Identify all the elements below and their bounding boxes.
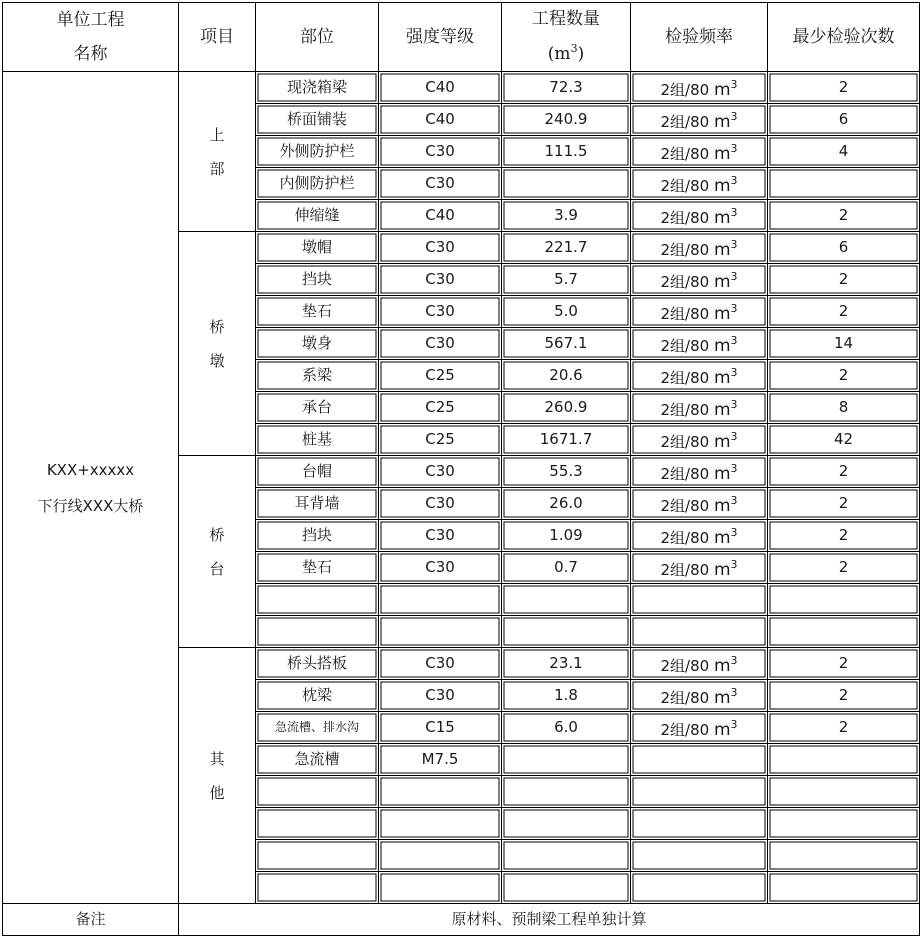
freq-prefix: 2组/80 bbox=[660, 689, 714, 708]
count-cell: 2 bbox=[768, 552, 920, 584]
group-label bbox=[179, 648, 256, 904]
empty-cell bbox=[379, 808, 502, 840]
unit-name-cell bbox=[3, 72, 179, 904]
qty-cell: 1671.7 bbox=[502, 424, 631, 456]
group-label bbox=[179, 72, 256, 232]
empty-cell bbox=[502, 872, 631, 904]
part-cell: 外侧防护栏 bbox=[256, 136, 379, 168]
grade-cell: M7.5 bbox=[379, 744, 502, 776]
part-cell: 枕梁 bbox=[256, 680, 379, 712]
freq-cell bbox=[631, 712, 768, 744]
empty-cell bbox=[502, 584, 631, 616]
grade-cell: C30 bbox=[379, 488, 502, 520]
freq-cell bbox=[631, 392, 768, 424]
count-cell: 6 bbox=[768, 232, 920, 264]
empty-cell bbox=[256, 616, 379, 648]
part-cell: 垫石 bbox=[256, 552, 379, 584]
header-qty-unit-close: ) bbox=[577, 44, 585, 64]
group-label bbox=[179, 232, 256, 456]
count-cell: 6 bbox=[768, 104, 920, 136]
count-cell: 2 bbox=[768, 360, 920, 392]
empty-cell bbox=[256, 808, 379, 840]
count-cell: 2 bbox=[768, 488, 920, 520]
count-cell: 2 bbox=[768, 264, 920, 296]
inspection-table bbox=[2, 2, 920, 936]
freq-unit: m bbox=[713, 528, 731, 549]
freq-unit-sup: 3 bbox=[730, 270, 738, 284]
freq-prefix: 2组/80 bbox=[660, 337, 714, 356]
freq-cell bbox=[631, 264, 768, 296]
freq-unit: m bbox=[713, 176, 731, 197]
freq-prefix: 2组/80 bbox=[660, 369, 714, 388]
freq-value bbox=[660, 718, 738, 741]
freq-value bbox=[660, 110, 738, 133]
freq-cell bbox=[631, 552, 768, 584]
empty-cell bbox=[631, 840, 768, 872]
freq-value bbox=[660, 398, 738, 421]
header-min-count: 最少检验次数 bbox=[768, 3, 920, 72]
part-cell: 台帽 bbox=[256, 456, 379, 488]
freq-unit: m bbox=[713, 272, 731, 293]
freq-value bbox=[660, 558, 738, 581]
group-label bbox=[179, 456, 256, 648]
count-cell: 2 bbox=[768, 200, 920, 232]
freq-prefix: 2组/80 bbox=[660, 81, 714, 100]
freq-unit-sup: 3 bbox=[730, 302, 738, 316]
table-row bbox=[3, 72, 920, 104]
empty-cell bbox=[768, 808, 920, 840]
freq-unit: m bbox=[713, 304, 731, 325]
freq-value bbox=[660, 462, 738, 485]
grade-cell: C30 bbox=[379, 296, 502, 328]
part-cell: 桩基 bbox=[256, 424, 379, 456]
qty-cell: 260.9 bbox=[502, 392, 631, 424]
grade-cell: C40 bbox=[379, 104, 502, 136]
remark-text: 原材料、预制梁工程单独计算 bbox=[179, 904, 920, 936]
grade-cell: C30 bbox=[379, 456, 502, 488]
part-cell: 桥头搭板 bbox=[256, 648, 379, 680]
empty-cell bbox=[379, 872, 502, 904]
count-cell: 2 bbox=[768, 712, 920, 744]
empty-cell bbox=[768, 872, 920, 904]
freq-unit-sup: 3 bbox=[730, 430, 738, 444]
header-part: 部位 bbox=[256, 3, 379, 72]
empty-cell bbox=[502, 808, 631, 840]
freq-value bbox=[660, 142, 738, 165]
freq-cell bbox=[631, 360, 768, 392]
part-cell: 墩身 bbox=[256, 328, 379, 360]
empty-cell bbox=[379, 840, 502, 872]
remark-row bbox=[3, 904, 920, 936]
header-item: 项目 bbox=[179, 3, 256, 72]
qty-cell: 0.7 bbox=[502, 552, 631, 584]
group-label-char: 部 bbox=[209, 159, 225, 178]
qty-cell: 3.9 bbox=[502, 200, 631, 232]
header-qty-unit bbox=[502, 43, 630, 64]
freq-cell bbox=[631, 456, 768, 488]
header-qty bbox=[502, 3, 631, 72]
qty-cell: 5.7 bbox=[502, 264, 631, 296]
count-cell: 2 bbox=[768, 648, 920, 680]
freq-cell bbox=[631, 424, 768, 456]
header-unit-line2: 名称 bbox=[73, 44, 108, 64]
freq-prefix: 2组/80 bbox=[660, 657, 714, 676]
header-grade: 强度等级 bbox=[379, 3, 502, 72]
part-cell: 挡块 bbox=[256, 264, 379, 296]
qty-cell: 23.1 bbox=[502, 648, 631, 680]
qty-cell: 20.6 bbox=[502, 360, 631, 392]
freq-cell bbox=[631, 200, 768, 232]
grade-cell: C25 bbox=[379, 392, 502, 424]
freq-value bbox=[660, 302, 738, 325]
part-cell: 耳背墙 bbox=[256, 488, 379, 520]
freq-unit: m bbox=[713, 240, 731, 261]
freq-prefix: 2组/80 bbox=[660, 113, 714, 132]
freq-cell bbox=[631, 328, 768, 360]
freq-unit-sup: 3 bbox=[730, 654, 738, 668]
group-label-char: 桥 bbox=[209, 317, 225, 336]
group-label-char: 桥 bbox=[209, 525, 225, 544]
freq-prefix: 2组/80 bbox=[660, 721, 714, 740]
freq-unit: m bbox=[713, 496, 731, 517]
group-label-char: 其 bbox=[209, 749, 225, 768]
qty-cell bbox=[502, 744, 631, 776]
freq-value bbox=[660, 174, 738, 197]
grade-cell: C30 bbox=[379, 136, 502, 168]
grade-cell: C30 bbox=[379, 680, 502, 712]
freq-unit-sup: 3 bbox=[730, 558, 738, 572]
header-row bbox=[3, 3, 920, 72]
freq-value bbox=[660, 238, 738, 261]
freq-cell bbox=[631, 488, 768, 520]
freq-prefix: 2组/80 bbox=[660, 209, 714, 228]
group-label-char: 上 bbox=[209, 125, 225, 144]
grade-cell: C30 bbox=[379, 264, 502, 296]
freq-value bbox=[660, 270, 738, 293]
qty-cell: 1.09 bbox=[502, 520, 631, 552]
qty-cell: 72.3 bbox=[502, 72, 631, 104]
part-cell: 急流槽 bbox=[256, 744, 379, 776]
qty-cell: 1.8 bbox=[502, 680, 631, 712]
unit-name-line1: KXX+xxxxx bbox=[46, 460, 135, 479]
qty-cell: 221.7 bbox=[502, 232, 631, 264]
freq-prefix: 2组/80 bbox=[660, 177, 714, 196]
header-qty-unit-base: (m bbox=[547, 44, 571, 64]
freq-prefix: 2组/80 bbox=[660, 561, 714, 580]
empty-cell bbox=[631, 808, 768, 840]
part-cell: 急流槽、排水沟 bbox=[256, 712, 379, 744]
freq-cell bbox=[631, 680, 768, 712]
freq-cell bbox=[631, 232, 768, 264]
empty-cell bbox=[768, 616, 920, 648]
freq-unit-sup: 3 bbox=[730, 206, 738, 220]
header-unit-line1: 单位工程 bbox=[56, 10, 125, 30]
count-cell bbox=[768, 744, 920, 776]
freq-unit: m bbox=[713, 720, 731, 741]
freq-value bbox=[660, 430, 738, 453]
freq-prefix: 2组/80 bbox=[660, 305, 714, 324]
grade-cell: C30 bbox=[379, 232, 502, 264]
part-cell: 桥面铺装 bbox=[256, 104, 379, 136]
freq-unit: m bbox=[713, 560, 731, 581]
header-qty-unit-sup: 3 bbox=[570, 42, 578, 55]
part-cell: 现浇箱梁 bbox=[256, 72, 379, 104]
count-cell: 2 bbox=[768, 680, 920, 712]
grade-cell: C30 bbox=[379, 168, 502, 200]
count-cell: 14 bbox=[768, 328, 920, 360]
freq-cell bbox=[631, 744, 768, 776]
empty-cell bbox=[631, 584, 768, 616]
freq-unit-sup: 3 bbox=[730, 494, 738, 508]
grade-cell: C30 bbox=[379, 328, 502, 360]
freq-prefix: 2组/80 bbox=[660, 241, 714, 260]
freq-cell bbox=[631, 648, 768, 680]
freq-cell bbox=[631, 168, 768, 200]
freq-unit-sup: 3 bbox=[730, 526, 738, 540]
empty-cell bbox=[256, 840, 379, 872]
count-cell: 2 bbox=[768, 72, 920, 104]
freq-value bbox=[660, 366, 738, 389]
group-label-char: 台 bbox=[209, 559, 225, 578]
part-cell: 系梁 bbox=[256, 360, 379, 392]
freq-cell bbox=[631, 104, 768, 136]
freq-unit-sup: 3 bbox=[730, 238, 738, 252]
freq-cell bbox=[631, 136, 768, 168]
empty-cell bbox=[631, 776, 768, 808]
grade-cell: C15 bbox=[379, 712, 502, 744]
qty-cell: 55.3 bbox=[502, 456, 631, 488]
qty-cell: 111.5 bbox=[502, 136, 631, 168]
part-cell: 垫石 bbox=[256, 296, 379, 328]
freq-unit-sup: 3 bbox=[730, 142, 738, 156]
freq-unit: m bbox=[713, 688, 731, 709]
freq-prefix: 2组/80 bbox=[660, 497, 714, 516]
qty-cell: 567.1 bbox=[502, 328, 631, 360]
part-cell: 伸缩缝 bbox=[256, 200, 379, 232]
freq-value bbox=[660, 526, 738, 549]
qty-cell: 5.0 bbox=[502, 296, 631, 328]
part-cell: 内侧防护栏 bbox=[256, 168, 379, 200]
freq-prefix: 2组/80 bbox=[660, 465, 714, 484]
freq-unit: m bbox=[713, 112, 731, 133]
header-freq: 检验频率 bbox=[631, 3, 768, 72]
qty-cell: 26.0 bbox=[502, 488, 631, 520]
freq-cell bbox=[631, 72, 768, 104]
empty-cell bbox=[768, 584, 920, 616]
group-label-char: 墩 bbox=[209, 351, 225, 370]
header-unit-name bbox=[3, 3, 179, 72]
freq-prefix: 2组/80 bbox=[660, 529, 714, 548]
part-cell: 承台 bbox=[256, 392, 379, 424]
freq-value bbox=[660, 654, 738, 677]
empty-cell bbox=[502, 616, 631, 648]
empty-cell bbox=[379, 616, 502, 648]
header-qty-line1: 工程数量 bbox=[532, 9, 600, 30]
freq-unit-sup: 3 bbox=[730, 334, 738, 348]
table-body bbox=[3, 72, 920, 904]
count-cell: 2 bbox=[768, 520, 920, 552]
freq-unit: m bbox=[713, 80, 731, 101]
grade-cell: C40 bbox=[379, 72, 502, 104]
freq-unit: m bbox=[713, 432, 731, 453]
freq-unit-sup: 3 bbox=[730, 686, 738, 700]
freq-unit: m bbox=[713, 368, 731, 389]
freq-unit: m bbox=[713, 208, 731, 229]
empty-cell bbox=[256, 776, 379, 808]
count-cell: 2 bbox=[768, 296, 920, 328]
empty-cell bbox=[256, 584, 379, 616]
remark-label: 备注 bbox=[3, 904, 179, 936]
freq-unit: m bbox=[713, 336, 731, 357]
group-label-char: 他 bbox=[209, 783, 225, 802]
unit-name-line2: 下行线XXX大桥 bbox=[37, 496, 144, 515]
freq-unit-sup: 3 bbox=[730, 78, 738, 92]
freq-value bbox=[660, 206, 738, 229]
freq-prefix: 2组/80 bbox=[660, 433, 714, 452]
empty-cell bbox=[768, 776, 920, 808]
grade-cell: C30 bbox=[379, 648, 502, 680]
freq-cell bbox=[631, 296, 768, 328]
freq-cell bbox=[631, 520, 768, 552]
qty-cell: 6.0 bbox=[502, 712, 631, 744]
freq-prefix: 2组/80 bbox=[660, 273, 714, 292]
count-cell bbox=[768, 168, 920, 200]
freq-unit-sup: 3 bbox=[730, 718, 738, 732]
freq-unit-sup: 3 bbox=[730, 462, 738, 476]
qty-cell: 240.9 bbox=[502, 104, 631, 136]
grade-cell: C25 bbox=[379, 360, 502, 392]
freq-unit-sup: 3 bbox=[730, 110, 738, 124]
count-cell: 2 bbox=[768, 456, 920, 488]
freq-value bbox=[660, 334, 738, 357]
part-cell: 挡块 bbox=[256, 520, 379, 552]
freq-prefix: 2组/80 bbox=[660, 145, 714, 164]
grade-cell: C40 bbox=[379, 200, 502, 232]
freq-unit-sup: 3 bbox=[730, 174, 738, 188]
count-cell: 42 bbox=[768, 424, 920, 456]
empty-cell bbox=[256, 872, 379, 904]
freq-value bbox=[660, 686, 738, 709]
qty-cell bbox=[502, 168, 631, 200]
empty-cell bbox=[631, 616, 768, 648]
count-cell: 8 bbox=[768, 392, 920, 424]
empty-cell bbox=[379, 776, 502, 808]
count-cell: 4 bbox=[768, 136, 920, 168]
freq-unit-sup: 3 bbox=[730, 398, 738, 412]
freq-prefix: 2组/80 bbox=[660, 401, 714, 420]
grade-cell: C25 bbox=[379, 424, 502, 456]
grade-cell: C30 bbox=[379, 520, 502, 552]
empty-cell bbox=[768, 840, 920, 872]
freq-unit: m bbox=[713, 656, 731, 677]
grade-cell: C30 bbox=[379, 552, 502, 584]
freq-unit: m bbox=[713, 464, 731, 485]
freq-unit-sup: 3 bbox=[730, 366, 738, 380]
part-cell: 墩帽 bbox=[256, 232, 379, 264]
empty-cell bbox=[379, 584, 502, 616]
empty-cell bbox=[502, 840, 631, 872]
freq-value bbox=[660, 494, 738, 517]
freq-unit: m bbox=[713, 400, 731, 421]
empty-cell bbox=[631, 872, 768, 904]
freq-value bbox=[660, 78, 738, 101]
freq-unit: m bbox=[713, 144, 731, 165]
empty-cell bbox=[502, 776, 631, 808]
